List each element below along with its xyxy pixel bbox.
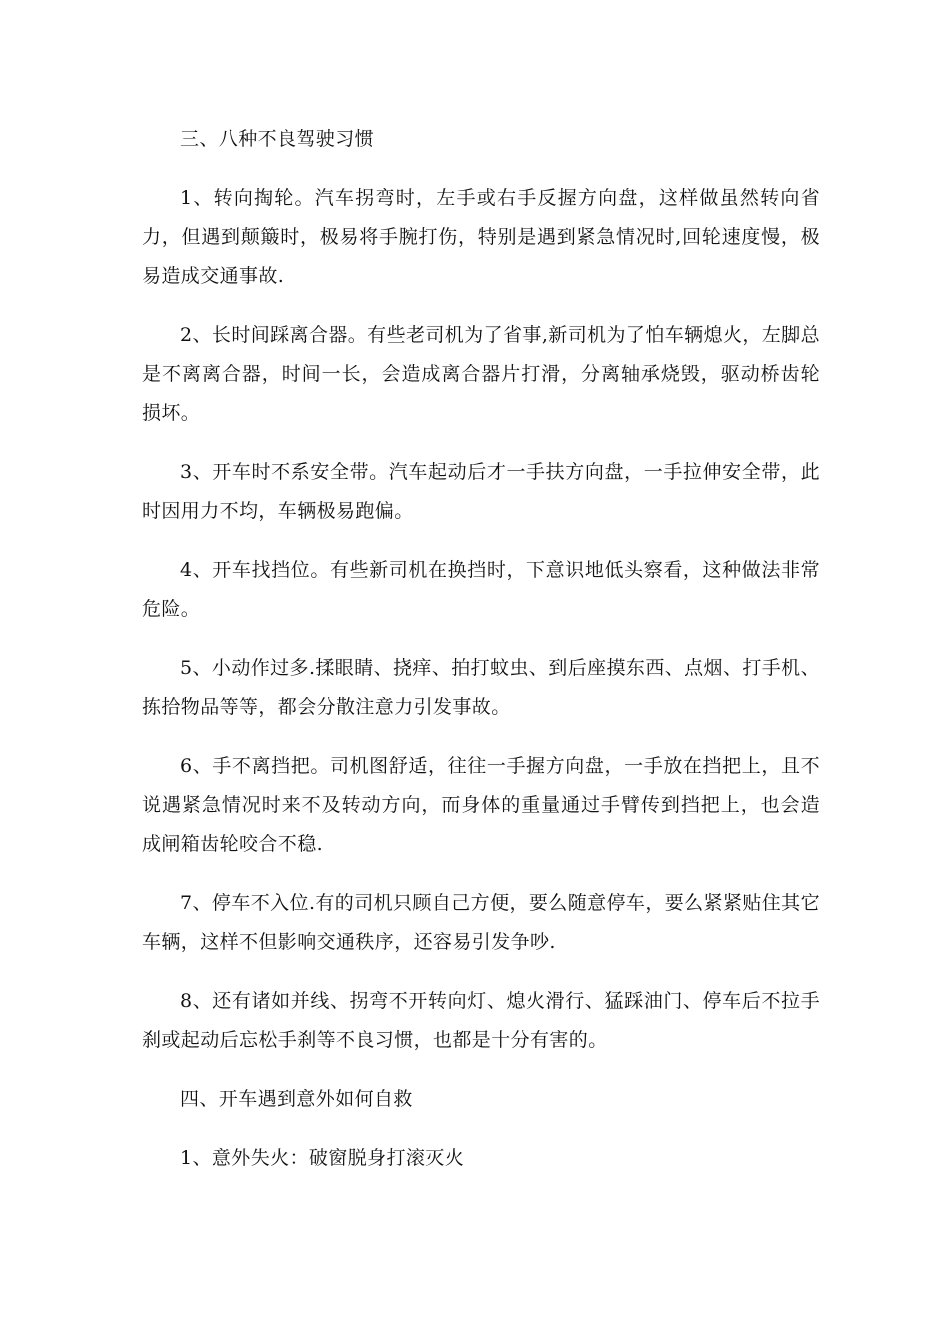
paragraph-item-6: 6、手不离挡把。司机图舒适，往往一手握方向盘，一手放在挡把上，且不说遇紧急情况时来不及转动方向，而身体的重量通过手臂传到挡把上，也会造成闸箱齿轮咬合不稳. — [142, 755, 820, 855]
paragraph-item-4: 4、开车找挡位。有些新司机在换挡时，下意识地低头察看，这种做法非常危险。 — [142, 559, 820, 620]
paragraph-self-rescue-item-1: 1、意外失火：破窗脱身打滚灭火 — [180, 1147, 465, 1169]
paragraph-item-1: 1、转向掏轮。汽车拐弯时，左手或右手反握方向盘，这样做虽然转向省力，但遇到颠簸时，极易将手腕打伤，特别是遇到紧急情况时,回轮速度慢，极易造成交通事故. — [142, 187, 820, 287]
paragraph-item-8: 8、还有诸如并线、拐弯不开转向灯、熄火滑行、猛踩油门、停车后不拉手刹或起动后忘松手刹等不良习惯，也都是十分有害的。 — [142, 990, 820, 1051]
section-heading-bad-habits: 三、八种不良驾驶习惯 — [180, 128, 375, 150]
paragraph-item-7: 7、停车不入位.有的司机只顾自己方便，要么随意停车，要么紧紧贴住其它车辆，这样不但影响交通秩序，还容易引发争吵. — [142, 892, 820, 953]
paragraph-item-3: 3、开车时不系安全带。汽车起动后才一手扶方向盘，一手拉伸安全带，此时因用力不均，车辆极易跑偏。 — [142, 461, 820, 522]
document-body — [142, 120, 820, 1198]
section-heading-self-rescue: 四、开车遇到意外如何自救 — [180, 1088, 413, 1110]
paragraph-item-5: 5、小动作过多.揉眼睛、挠痒、拍打蚊虫、到后座摸东西、点烟、打手机、拣拾物品等等，都会分散注意力引发事故。 — [142, 657, 820, 718]
paragraph-item-2: 2、长时间踩离合器。有些老司机为了省事,新司机为了怕车辆熄火，左脚总是不离离合器，时间一长，会造成离合器片打滑，分离轴承烧毁，驱动桥齿轮损坏。 — [142, 324, 820, 424]
